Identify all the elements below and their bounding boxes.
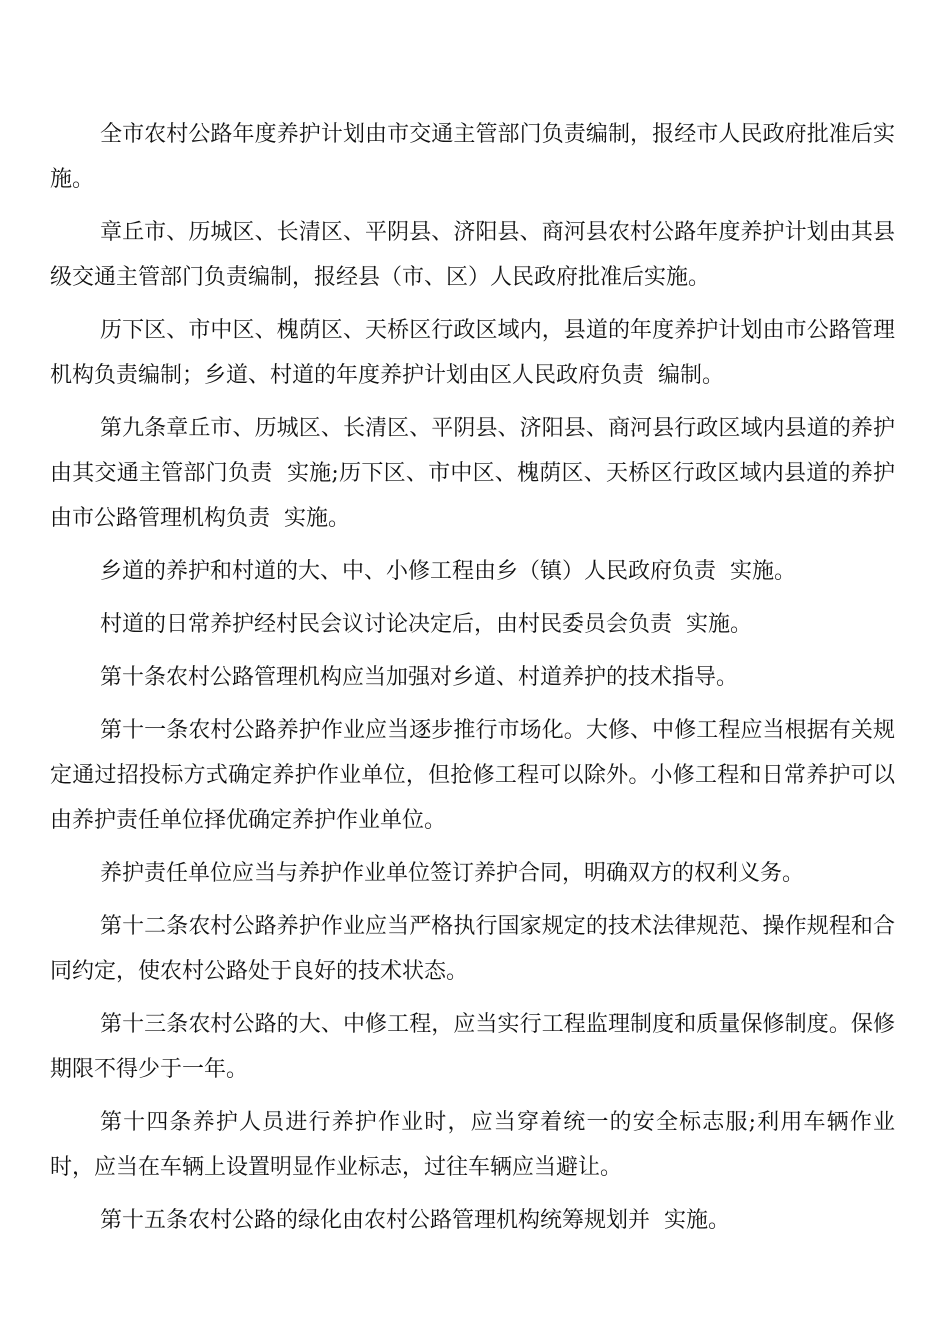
paragraph-4-article-9: 第九条章丘市、历城区、长清区、平阴县、济阳县、商河县行政区域内县道的养护由其交通主管部门负责 实施;历下区、市中区、槐荫区、天桥区行政区域内县道的养护由市公路管理机构负责 实施。 <box>50 416 895 531</box>
paragraph-10-article-12: 第十二条农村公路养护作业应当严格执行国家规定的技术法律规范、操作规程和合同约定，使农村公路处于良好的技术状态。 <box>50 914 895 984</box>
paragraph-1: 全市农村公路年度养护计划由市交通主管部门负责编制，报经市人民政府批准后实施。 <box>50 122 895 192</box>
paragraph-7-article-10: 第十条农村公路管理机构应当加强对乡道、村道养护的技术指导。 <box>100 665 739 690</box>
paragraph-5: 乡道的养护和村道的大、中、小修工程由乡（镇）人民政府负责 实施。 <box>100 559 796 584</box>
paragraph-12-article-14: 第十四条养护人员进行养护作业时，应当穿着统一的安全标志服;利用车辆作业时，应当在车辆上设置明显作业标志，过往车辆应当避让。 <box>50 1110 895 1180</box>
paragraph-3: 历下区、市中区、槐荫区、天桥区行政区域内，县道的年度养护计划由市公路管理机构负责编制；乡道、村道的年度养护计划由区人民政府负责 编制。 <box>50 318 895 388</box>
document-body <box>50 112 895 1251</box>
paragraph-11-article-13: 第十三条农村公路的大、中修工程，应当实行工程监理制度和质量保修制度。保修期限不得少于一年。 <box>50 1012 895 1082</box>
paragraph-8-article-11: 第十一条农村公路养护作业应当逐步推行市场化。大修、中修工程应当根据有关规定通过招投标方式确定养护作业单位，但抢修工程可以除外。小修工程和日常养护可以由养护责任单位择优确定养护作业单位。 <box>50 718 895 833</box>
paragraph-13-article-15: 第十五条农村公路的绿化由农村公路管理机构统筹规划并 实施。 <box>100 1208 730 1233</box>
paragraph-2: 章丘市、历城区、长清区、平阴县、济阳县、商河县农村公路年度养护计划由其县级交通主管部门负责编制，报经县（市、区）人民政府批准后实施。 <box>50 220 895 290</box>
paragraph-9: 养护责任单位应当与养护作业单位签订养护合同，明确双方的权利义务。 <box>100 861 805 886</box>
paragraph-6: 村道的日常养护经村民会议讨论决定后，由村民委员会负责 实施。 <box>100 612 752 637</box>
